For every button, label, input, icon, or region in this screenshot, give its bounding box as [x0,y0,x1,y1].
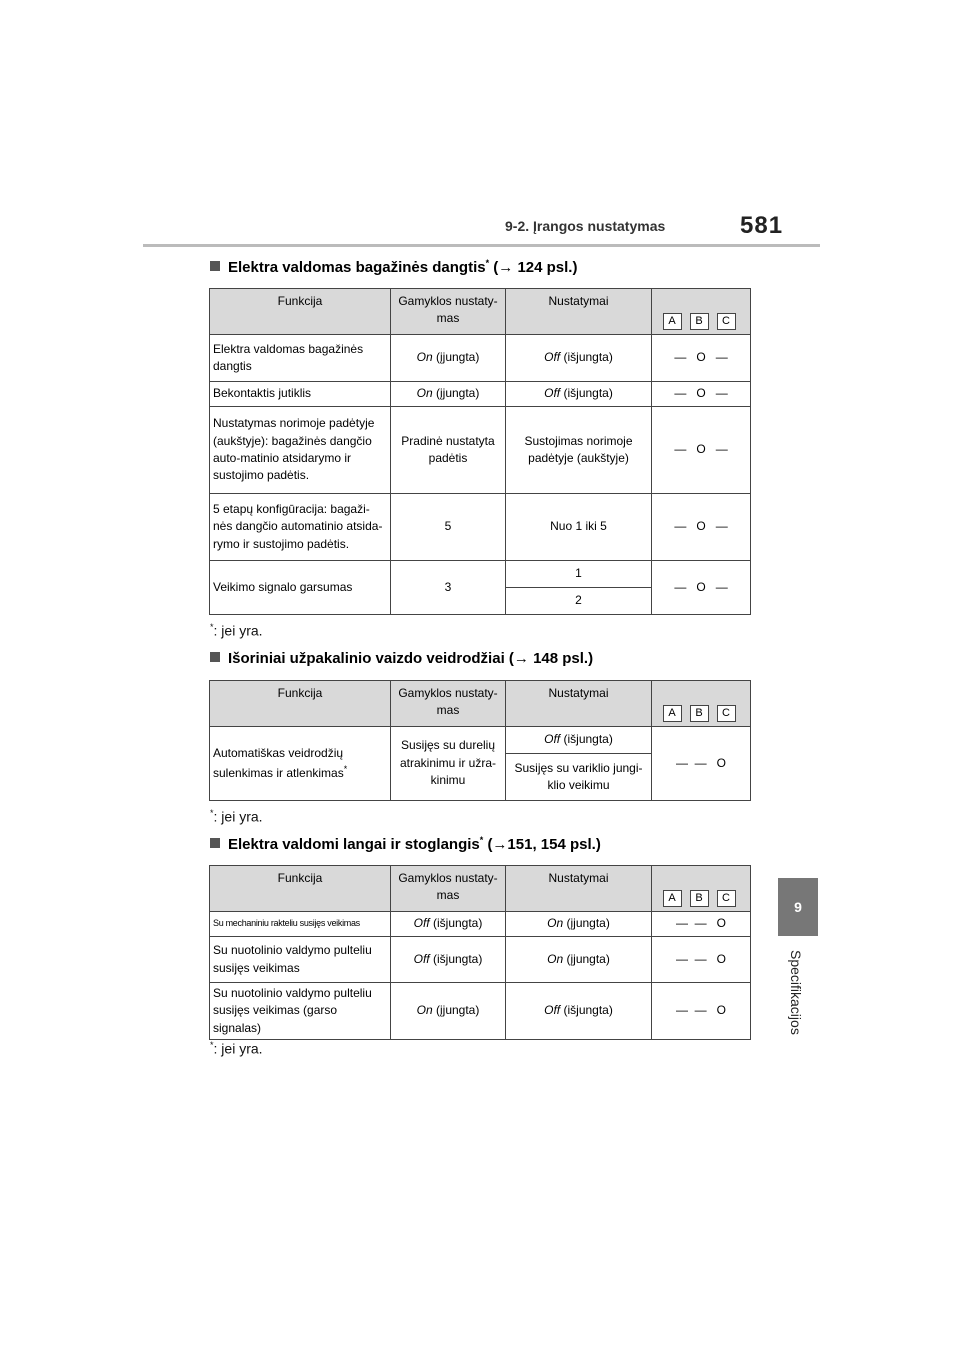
row-factory: 5 [391,494,506,561]
row-setting-2: Susijęs su variklio jungi-klio veikimu [506,754,652,801]
table-2 [209,680,751,801]
footnote-3: *: jei yra. [210,1040,263,1057]
table-header-row [210,289,751,335]
row-setting: Off (išjungta) [506,382,652,407]
row-factory: 3 [391,561,506,615]
section-3-ref: (→151, 154 psl.) [487,836,601,853]
row-abc: — O — [652,407,751,494]
col-header-factory: Gamyklos nustaty-mas [391,866,506,912]
row-abc: — — O [652,727,751,801]
col-header-function: Funkcija [210,866,391,912]
row-abc: — O — [652,335,751,382]
row-factory: On (įjungta) [391,335,506,382]
row-function: Su nuotolinio valdymo pulteliu susijęs veikimas [210,937,391,983]
section-2-heading [210,650,593,667]
footnote-1: *: jei yra. [210,622,263,639]
section-header-title: 9-2. Įrangos nustatymas [505,218,666,234]
bullet-square-icon [210,261,220,271]
row-function: Elektra valdomas bagažinės dangtis [210,335,391,382]
table-header-row [210,681,751,727]
row-setting-2: 2 [506,588,652,615]
section-1-title: Elektra valdomas bagažinės dangtis [228,259,486,276]
col-header-abc [652,289,751,335]
section-1-ref: (→ 124 psl.) [493,259,578,276]
row-function: Veikimo signalo garsumas [210,561,391,615]
chapter-label-text: Specifikacijos [788,950,804,1035]
table-1 [209,288,751,615]
row-factory: Susijęs su durelių atrakinimu ir užra-kinimu [391,727,506,801]
row-abc: — — O [652,983,751,1040]
footnote-2: *: jei yra. [210,808,263,825]
row-abc: — O — [652,382,751,407]
section-1-heading: Elektra valdomas bagažinės dangtis* (→ 124 psl.) [210,258,577,276]
row-factory: Off (išjungta) [391,937,506,983]
col-header-abc: A B C [652,681,751,727]
table-row [210,727,751,754]
row-factory: Pradinė nustatyta padėtis [391,407,506,494]
section-3-heading: Elektra valdomi langai ir stoglangis* (→151, 154 psl.) [210,835,601,853]
col-header-abc: A B C [652,866,751,912]
row-setting: Nuo 1 iki 5 [506,494,652,561]
col-header-settings: Nustatymai [506,681,652,727]
table-row [210,407,751,494]
row-setting-1: 1 [506,561,652,588]
row-factory: On (įjungta) [391,382,506,407]
label-b: B [690,313,709,330]
col-header-factory: Gamyklos nustaty-mas [391,289,506,335]
table-row [210,912,751,937]
table-row [210,494,751,561]
row-setting: Off (išjungta) [506,983,652,1040]
row-function: 5 etapų konfigūracija: bagaži-nės dangčio automatinio atsida-rymo ir sustojimo padėtis. [210,494,391,561]
section-2-ref: (→ 148 psl.) [508,650,594,667]
table-row [210,937,751,983]
table-row [210,382,751,407]
row-function: Nustatymas norimoje padėtyje (aukštyje): bagažinės dangčio auto-matinio atsidarymo ir sustojimo padėtis. [210,407,391,494]
row-factory: Off (išjungta) [391,912,506,937]
col-header-settings: Nustatymai [506,289,652,335]
row-abc: — O — [652,494,751,561]
row-setting: Off (išjungta) [506,335,652,382]
row-abc: — — O [652,937,751,983]
label-a: A [663,313,682,330]
bullet-square-icon [210,838,220,848]
label-c: C [717,313,736,330]
table-row [210,335,751,382]
row-factory: On (įjungta) [391,983,506,1040]
section-2-title: Išoriniai užpakalinio vaizdo veidrodžiai [228,650,505,667]
row-abc: — O — [652,561,751,615]
row-function: Automatiškas veidrodžių sulenkimas ir atlenkimas* [210,727,391,801]
row-setting: On (įjungta) [506,912,652,937]
row-abc: — — O [652,912,751,937]
col-header-factory: Gamyklos nustaty-mas [391,681,506,727]
col-header-function: Funkcija [210,289,391,335]
page-number: 581 [740,212,784,239]
row-function: Su mechaniniu rakteliu susijęs veikimas [210,912,391,937]
row-setting: Sustojimas norimoje padėtyje (aukštyje) [506,407,652,494]
table-header-row [210,866,751,912]
col-header-function: Funkcija [210,681,391,727]
section-3-title: Elektra valdomi langai ir stoglangis [228,836,480,853]
table-row [210,983,751,1040]
row-setting: On (įjungta) [506,937,652,983]
row-function: Bekontaktis jutiklis [210,382,391,407]
col-header-settings: Nustatymai [506,866,652,912]
chapter-side-label [784,950,808,1050]
row-function: Su nuotolinio valdymo pulteliu susijęs veikimas (garso signalas) [210,983,391,1040]
header-divider [143,244,820,247]
bullet-square-icon [210,652,220,662]
chapter-tab: 9 [778,878,818,936]
table-row [210,561,751,588]
table-3 [209,865,751,1040]
row-setting-1: Off (išjungta) [506,727,652,754]
